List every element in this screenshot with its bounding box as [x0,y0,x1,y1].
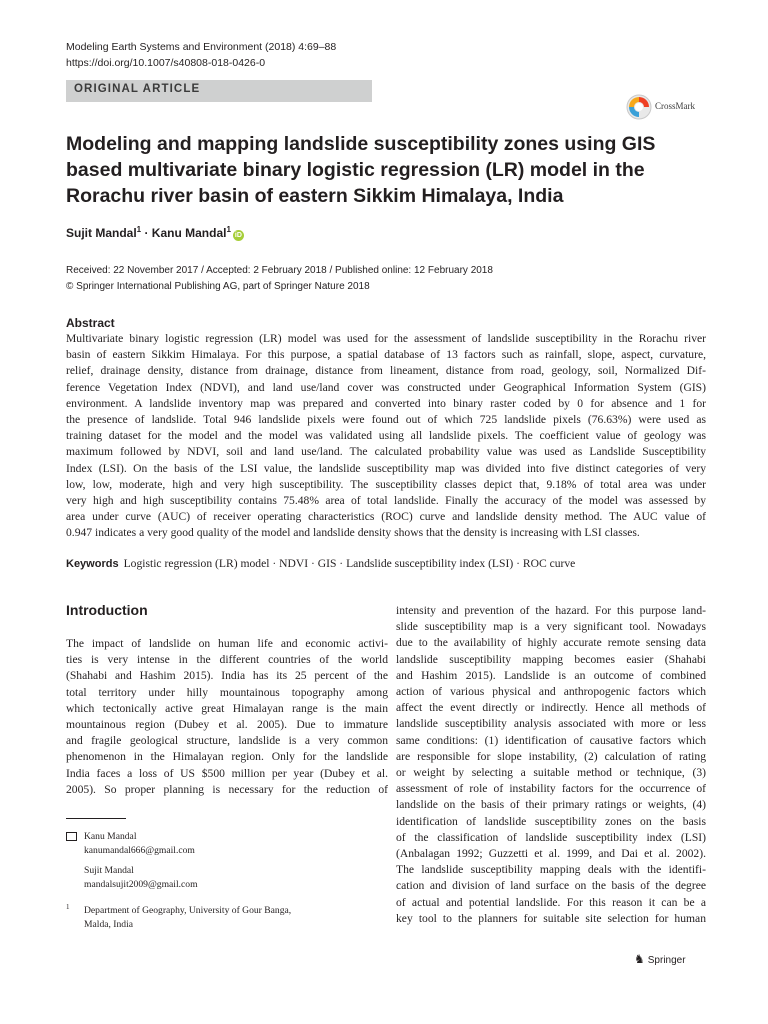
right-column-text [396,603,706,927]
abstract-line: ference Vegetation Index (NDVI), and land use/land cover was constructed under Geographical Information System (GIS) [66,380,706,394]
body-line: (Anbalagan 1992; Guzzetti et al. 1999, and Dai et al. 2002). [396,847,706,861]
abstract-line: Index (LSI). On the basis of the LSI value, the landslide susceptibility map was divided into five distinct categories of very [66,461,706,475]
body-line: action of various physical and anthropogenic factors which [396,685,706,699]
coauthor-email[interactable]: mandalsujit2009@gmail.com [84,879,198,890]
publisher-name: Springer [647,955,686,966]
abstract-line: environment. A landslide inventory map was prepared and converted into binary raster coded by 0 for absence and 1 for [66,396,706,410]
publisher-logo [634,952,686,966]
abstract-line: low, low, moderate, high and very high susceptibility. The susceptibility classes depict that, 9.18% of total area was under [66,477,706,491]
article-type-banner [66,80,372,102]
publication-dates [66,263,493,295]
affiliation-line: Department of Geography, University of Gour Banga, [84,905,292,916]
springer-horse-icon: ♞ [634,952,645,966]
body-line: and fragile geological structure, landslide is a very common [66,734,388,748]
body-line: same conditions: (1) identification of causative factors which [396,733,706,747]
affiliation-line: Malda, India [84,919,134,930]
body-line: due to the availability of highly accurate remote sensing data [396,636,706,650]
affiliation-number: 1 [66,903,70,911]
body-line: which tectonically active great Himalayan range is the main [66,701,388,715]
article-title: Modeling and mapping landslide susceptibility zones using GIS based multivariate binary logistic regression (LR) model in the Rorachu river basin of eastern Sikkim Himalaya, India [66,133,656,207]
corresponding-author-email[interactable]: kanumandal666@gmail.com [84,845,195,856]
crossmark-label: CrossMark [655,101,695,111]
author-name[interactable]: Sujit Mandal [66,226,137,240]
abstract-line: Multivariate binary logistic regression (LR) model was used for the assessment of landslide susceptibility in the Rorachu river [66,332,706,345]
author-separator: · [141,226,152,240]
abstract-line: 0.947 indicates a very good quality of the model and landslide density shows that the density is increasing with LSI classes. [66,526,640,540]
body-line: total territory under hilly mountainous topography among [66,685,388,699]
body-line: of the classification of landslide susceptibility index (LSI) [396,830,706,844]
abstract-line: maximum followed by NDVI, soil and land use/land. The calculated probability value was used as Landslide Susceptibility [66,445,706,459]
body-line: key tool to the planners for suitable site selection for human [396,911,706,925]
copyright-line: © Springer International Publishing AG, part of Springer Nature 2018 [66,281,370,292]
body-line: slide susceptibility map is a very significant tool. Nowadays [396,620,706,634]
body-line: phenomenon in the Himalayan region. Only for the landslide [66,750,388,764]
body-line: (Shahabi and Hashim 2015). India has its 25 percent of the [66,669,388,683]
abstract-line: basin of eastern Sikkim Himalaya. For this purpose, a spatial database of 13 factors such as rainfall, slope, aspect, curvature, [66,348,706,362]
body-line: assessment of role of instability factors for the occurrence of [396,782,706,796]
section-heading-introduction: Introduction [66,602,148,618]
abstract-line: relief, drainage density, distance from drainage, distance from lineament, distance from road, geology, soil, Normalized Dif- [66,364,706,378]
body-line: landslide susceptibility analysis associated with more or less [396,717,706,731]
affiliation-marker: 1 [226,225,231,234]
body-line: India faces a loss of US $500 million per year (Dubey et al. [66,766,388,780]
abstract-body [66,331,706,542]
body-line: The landslide susceptibility mapping deals with the identifi- [396,863,706,877]
abstract-heading: Abstract [66,316,115,330]
body-line: or weight by selecting a suitable method or technique, (3) [396,766,706,780]
article-type-label: ORIGINAL ARTICLE [74,83,201,95]
dates-line: Received: 22 November 2017 / Accepted: 2 February 2018 / Published online: 12 February 2018 [66,265,493,276]
abstract-line: training dataset for the model and the model was validated using all landslide pixels. The coefficient value of geology was [66,429,706,443]
journal-citation: Modeling Earth Systems and Environment (2018) 4:69–88 [66,41,337,53]
keywords [66,556,706,572]
doi-link[interactable]: https://doi.org/10.1007/s40808-018-0426-0 [66,57,266,69]
body-line: 2005). So proper planning is necessary for the reduction of [66,782,388,796]
abstract-line: the presence of landslide. Total 946 landslide pixels were found out of which 725 landslide pixels (76.63%) were used as [66,413,706,427]
body-line: of actual and potential landslide. For this reason it can be a [396,895,706,909]
keywords-label: Keywords [66,558,119,570]
body-line: mountainous region (Dubey et al. 2005). Due to immature [66,718,388,732]
body-line: and Hashim 2015). Landslide is an outcome of combined [396,668,706,682]
body-line: The impact of landslide on human life and economic activi- [66,637,388,650]
abstract-line: area under curve (AUC) of receiver operating characteristics (ROC) curve and landslide density method. The AUC value of [66,510,706,524]
body-line: intensity and prevention of the hazard. For this purpose land- [396,604,706,617]
author-list [66,225,244,241]
body-line: are responsible for slope instability, (2) calculation of rating [396,749,706,763]
envelope-icon [66,832,77,841]
keywords-list: Logistic regression (LR) model · NDVI · GIS · Landslide susceptibility index (LSI) · ROC curve [123,557,576,570]
left-column-text [66,636,388,798]
orcid-icon[interactable]: iD [234,232,242,239]
coauthor-name: Sujit Mandal [84,865,134,876]
crossmark-icon [626,94,652,120]
corresponding-author-name: Kanu Mandal [84,831,137,842]
body-line: affect the event directly or indirectly. Hence all methods of [396,701,706,715]
body-line: identification of landslide susceptibility zones on the basis [396,814,706,828]
body-line: cation and division of land surface on the basis of the degree [396,879,706,893]
body-line: landslide susceptibility mapping becomes easier (Shahabi [396,652,706,666]
author-name[interactable]: Kanu Mandal [151,226,227,240]
footnote-divider [66,818,126,819]
crossmark-badge[interactable] [626,92,706,122]
abstract-line: very high and high susceptibility contains 75.48% area of total landslide. Finally the accuracy of the model was assessed by [66,494,706,508]
body-line: landslide on the basis of their primary ratings or weights, (4) [396,798,706,812]
body-line: ties is very intense in the different countries of the world [66,653,388,667]
affiliation-marker: 1 [136,225,142,234]
